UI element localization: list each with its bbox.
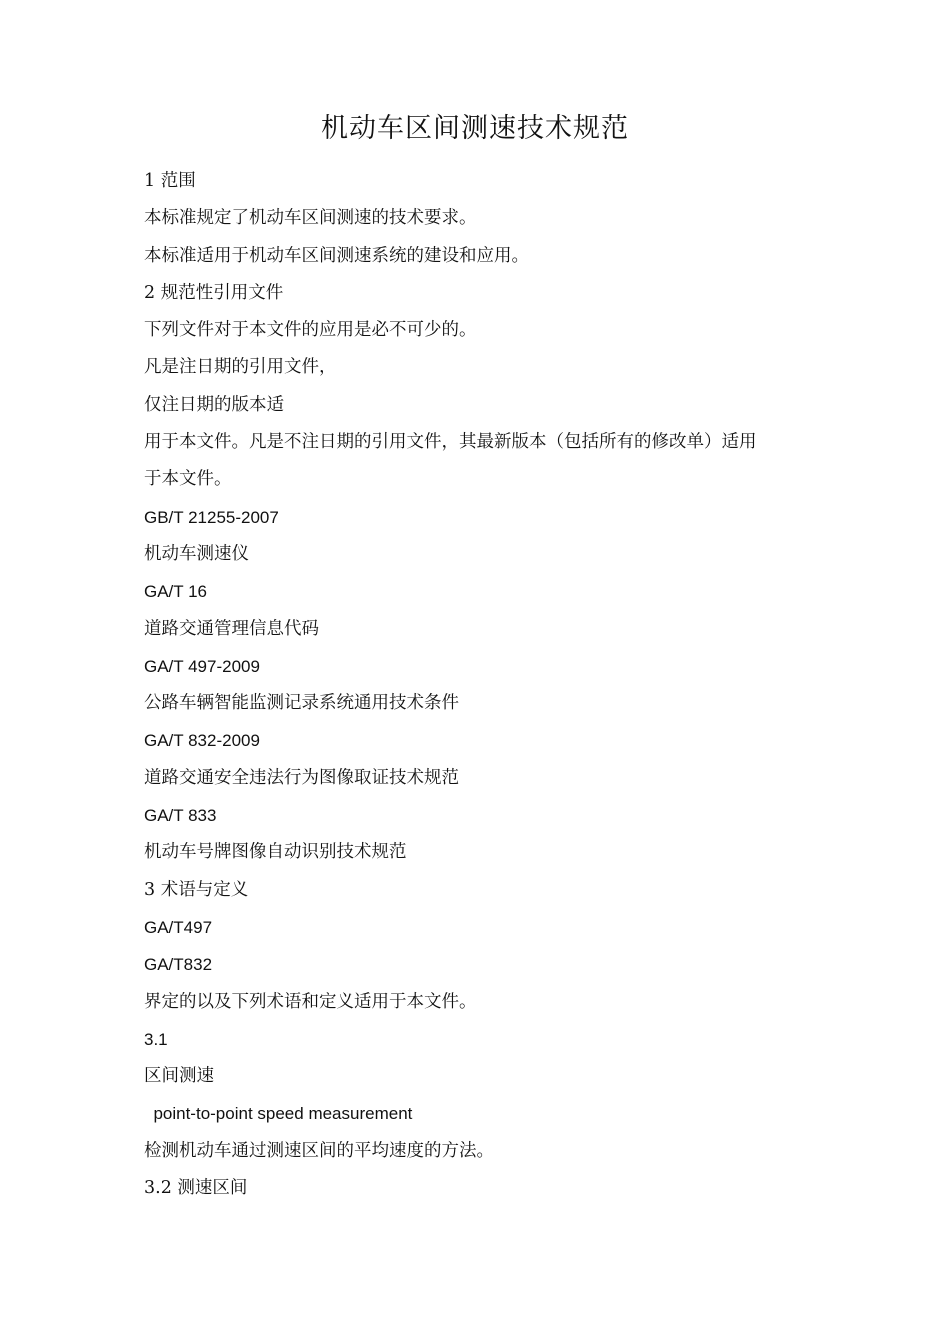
body-line: 界定的以及下列术语和定义适用于本文件。 [144,991,477,1012]
body-line: GA/T 16 [144,582,207,602]
body-line: 1 范围 [144,171,196,191]
body-line: GB/T 21255-2007 [144,507,279,527]
body-line: 本标准规定了机动车区间测速的技术要求。 [144,208,477,229]
body-line: 2 规范性引用文件 [144,282,284,303]
body-line: 检测机动车通过测速区间的平均速度的方法。 [144,1140,494,1161]
body-line: 仅注日期的版本适 [144,394,284,415]
body-line: 3.1 [144,1029,168,1049]
body-line: 区间测速 [144,1066,214,1087]
body-line: 道路交通管理信息代码 [144,618,319,639]
body-line: 机动车号牌图像自动识别技术规范 [144,842,407,863]
body-line: 用于本文件。凡是不注日期的引用文件，其最新版本（包括所有的修改单）适用 [144,432,757,453]
body-line: 道路交通安全违法行为图像取证技术规范 [144,767,459,788]
body-line: 公路车辆智能监测记录系统通用技术条件 [144,693,459,714]
body-line: point-to-point speed measurement [144,1104,413,1124]
body-line: 于本文件。 [144,469,232,490]
body-line: GA/T832 [144,955,213,975]
body-line: GA/T 832-2009 [144,731,260,751]
body-line: 3.2 测速区间 [144,1178,248,1199]
body-line: 本标准适用于机动车区间测速系统的建设和应用。 [144,245,529,266]
document-title: 机动车区间测速技术规范 [321,113,629,144]
body-line: GA/T 497-2009 [144,656,260,676]
body-line: GA/T 833 [144,806,217,826]
body-line: GA/T497 [144,917,213,937]
body-line: 凡是注日期的引用文件， [144,357,337,378]
document-body [144,163,824,1207]
body-line: 下列文件对于本文件的应用是必不可少的。 [144,320,477,341]
body-line: 机动车测速仪 [144,543,249,564]
body-line: 3 术语与定义 [144,879,249,900]
